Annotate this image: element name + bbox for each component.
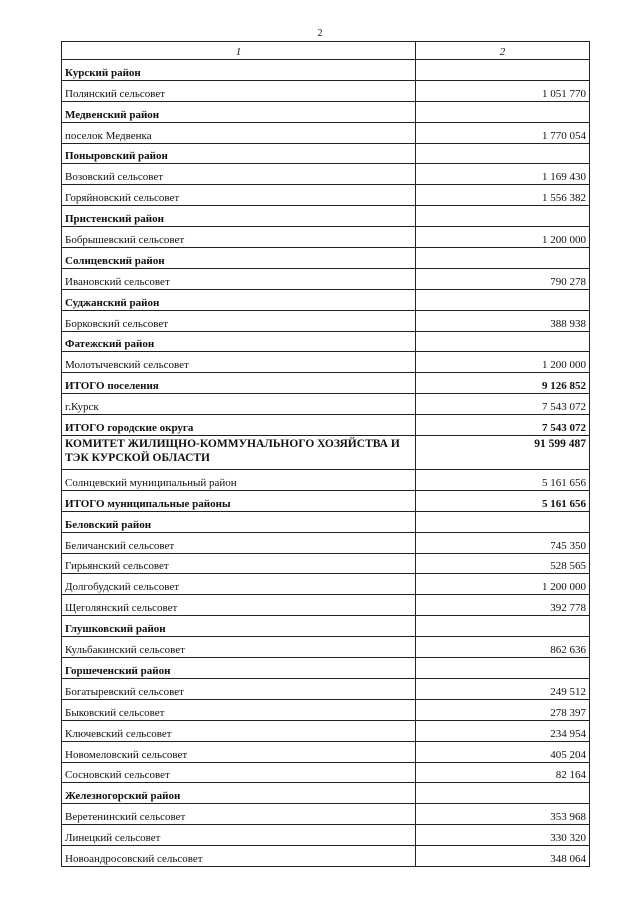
row-name: Суджанский район: [62, 289, 416, 310]
row-name: Кульбакинский сельсовет: [62, 637, 416, 658]
row-value: [416, 616, 590, 637]
row-value: [416, 206, 590, 227]
row-value: 405 204: [416, 741, 590, 762]
district-row: [62, 331, 590, 352]
row-name: Ключевский сельсовет: [62, 720, 416, 741]
row-value: 7 543 072: [416, 394, 590, 415]
row-name: Новоандросовский сельсовет: [62, 846, 416, 867]
row-name: Курский район: [62, 60, 416, 81]
row-name: Горяйновский сельсовет: [62, 185, 416, 206]
row-name: г.Курск: [62, 394, 416, 415]
budget-table: [61, 41, 590, 867]
row-name: Полянский сельсовет: [62, 80, 416, 101]
table-row: [62, 825, 590, 846]
row-name: КОМИТЕТ ЖИЛИЩНО-КОММУНАЛЬНОГО ХОЗЯЙСТВА И ТЭК КУРСКОЙ ОБЛАСТИ: [62, 436, 416, 470]
total-row: [62, 373, 590, 394]
row-value: 1 169 430: [416, 164, 590, 185]
table-row: [62, 532, 590, 553]
row-value: [416, 658, 590, 679]
row-name: Бобрышевский сельсовет: [62, 227, 416, 248]
district-row: [62, 511, 590, 532]
row-name: Медвенский район: [62, 101, 416, 122]
row-value: [416, 248, 590, 269]
row-value: 1 200 000: [416, 352, 590, 373]
row-name: Фатежский район: [62, 331, 416, 352]
row-name: Молотычевский сельсовет: [62, 352, 416, 373]
row-value: [416, 783, 590, 804]
row-value: 862 636: [416, 637, 590, 658]
row-name: ИТОГО городские округа: [62, 415, 416, 436]
row-value: [416, 289, 590, 310]
district-row: [62, 783, 590, 804]
row-value: 745 350: [416, 532, 590, 553]
column-header-1: 1: [62, 42, 416, 60]
district-row: [62, 101, 590, 122]
row-name: поселок Медвенка: [62, 122, 416, 143]
row-name: Линецкий сельсовет: [62, 825, 416, 846]
table-row: [62, 678, 590, 699]
row-value: 234 954: [416, 720, 590, 741]
row-value: 1 770 054: [416, 122, 590, 143]
table-row: [62, 637, 590, 658]
row-name: Сосновский сельсовет: [62, 762, 416, 783]
table-row: [62, 310, 590, 331]
row-value: [416, 511, 590, 532]
table-row: [62, 804, 590, 825]
row-name: Солнцевский муниципальный район: [62, 470, 416, 491]
column-header-2: 2: [416, 42, 590, 60]
row-value: [416, 60, 590, 81]
row-value: 5 161 656: [416, 470, 590, 491]
table-row: [62, 122, 590, 143]
page-number: 2: [317, 28, 323, 39]
row-name: Щеголянский сельсовет: [62, 595, 416, 616]
table-header-row: [62, 42, 590, 60]
row-value: 790 278: [416, 268, 590, 289]
row-value: 392 778: [416, 595, 590, 616]
district-row: [62, 60, 590, 81]
table-row: [62, 164, 590, 185]
table-row: [62, 268, 590, 289]
table-row: [62, 185, 590, 206]
row-name: Железногорский район: [62, 783, 416, 804]
row-value: 249 512: [416, 678, 590, 699]
row-value: 278 397: [416, 699, 590, 720]
row-value: [416, 331, 590, 352]
row-value: [416, 143, 590, 164]
table-row: [62, 699, 590, 720]
row-name: Беличанский сельсовет: [62, 532, 416, 553]
table-row: [62, 846, 590, 867]
district-row: [62, 248, 590, 269]
table-row: [62, 595, 590, 616]
row-name: Пристенский район: [62, 206, 416, 227]
row-name: Богатыревский сельсовет: [62, 678, 416, 699]
district-row: [62, 616, 590, 637]
row-value: 353 968: [416, 804, 590, 825]
row-value: 9 126 852: [416, 373, 590, 394]
table-row: [62, 227, 590, 248]
table-row: [62, 720, 590, 741]
table-row: [62, 553, 590, 574]
row-name: Глушковский район: [62, 616, 416, 637]
row-name: Новомеловский сельсовет: [62, 741, 416, 762]
table-row: [62, 80, 590, 101]
table-body: [62, 60, 590, 867]
district-row: [62, 206, 590, 227]
committee-row: [62, 436, 590, 470]
row-name: Возовский сельсовет: [62, 164, 416, 185]
row-value: 82 164: [416, 762, 590, 783]
total-row: [62, 490, 590, 511]
row-value: 330 320: [416, 825, 590, 846]
row-value: 5 161 656: [416, 490, 590, 511]
row-value: 1 200 000: [416, 574, 590, 595]
row-name: Горшеченский район: [62, 658, 416, 679]
row-name: Борковский сельсовет: [62, 310, 416, 331]
row-name: ИТОГО поселения: [62, 373, 416, 394]
row-value: [416, 101, 590, 122]
table-row: [62, 574, 590, 595]
row-name: Солнцевский район: [62, 248, 416, 269]
total-row: [62, 415, 590, 436]
district-row: [62, 143, 590, 164]
row-name: Быковский сельсовет: [62, 699, 416, 720]
table-row: [62, 352, 590, 373]
table-row: [62, 741, 590, 762]
district-row: [62, 289, 590, 310]
row-value: 1 556 382: [416, 185, 590, 206]
row-name: Ивановский сельсовет: [62, 268, 416, 289]
row-value: 528 565: [416, 553, 590, 574]
row-name: Поныровский район: [62, 143, 416, 164]
row-name: Гирьянский сельсовет: [62, 553, 416, 574]
row-value: 91 599 487: [416, 436, 590, 470]
table-row: [62, 762, 590, 783]
row-name: Беловский район: [62, 511, 416, 532]
row-name: Веретенинский сельсовет: [62, 804, 416, 825]
row-name: ИТОГО муниципальные районы: [62, 490, 416, 511]
district-row: [62, 658, 590, 679]
table-row: [62, 470, 590, 491]
row-name: Долгобудский сельсовет: [62, 574, 416, 595]
row-value: 388 938: [416, 310, 590, 331]
row-value: 1 051 770: [416, 80, 590, 101]
row-value: 7 543 072: [416, 415, 590, 436]
row-value: 1 200 000: [416, 227, 590, 248]
row-value: 348 064: [416, 846, 590, 867]
table-row: [62, 394, 590, 415]
